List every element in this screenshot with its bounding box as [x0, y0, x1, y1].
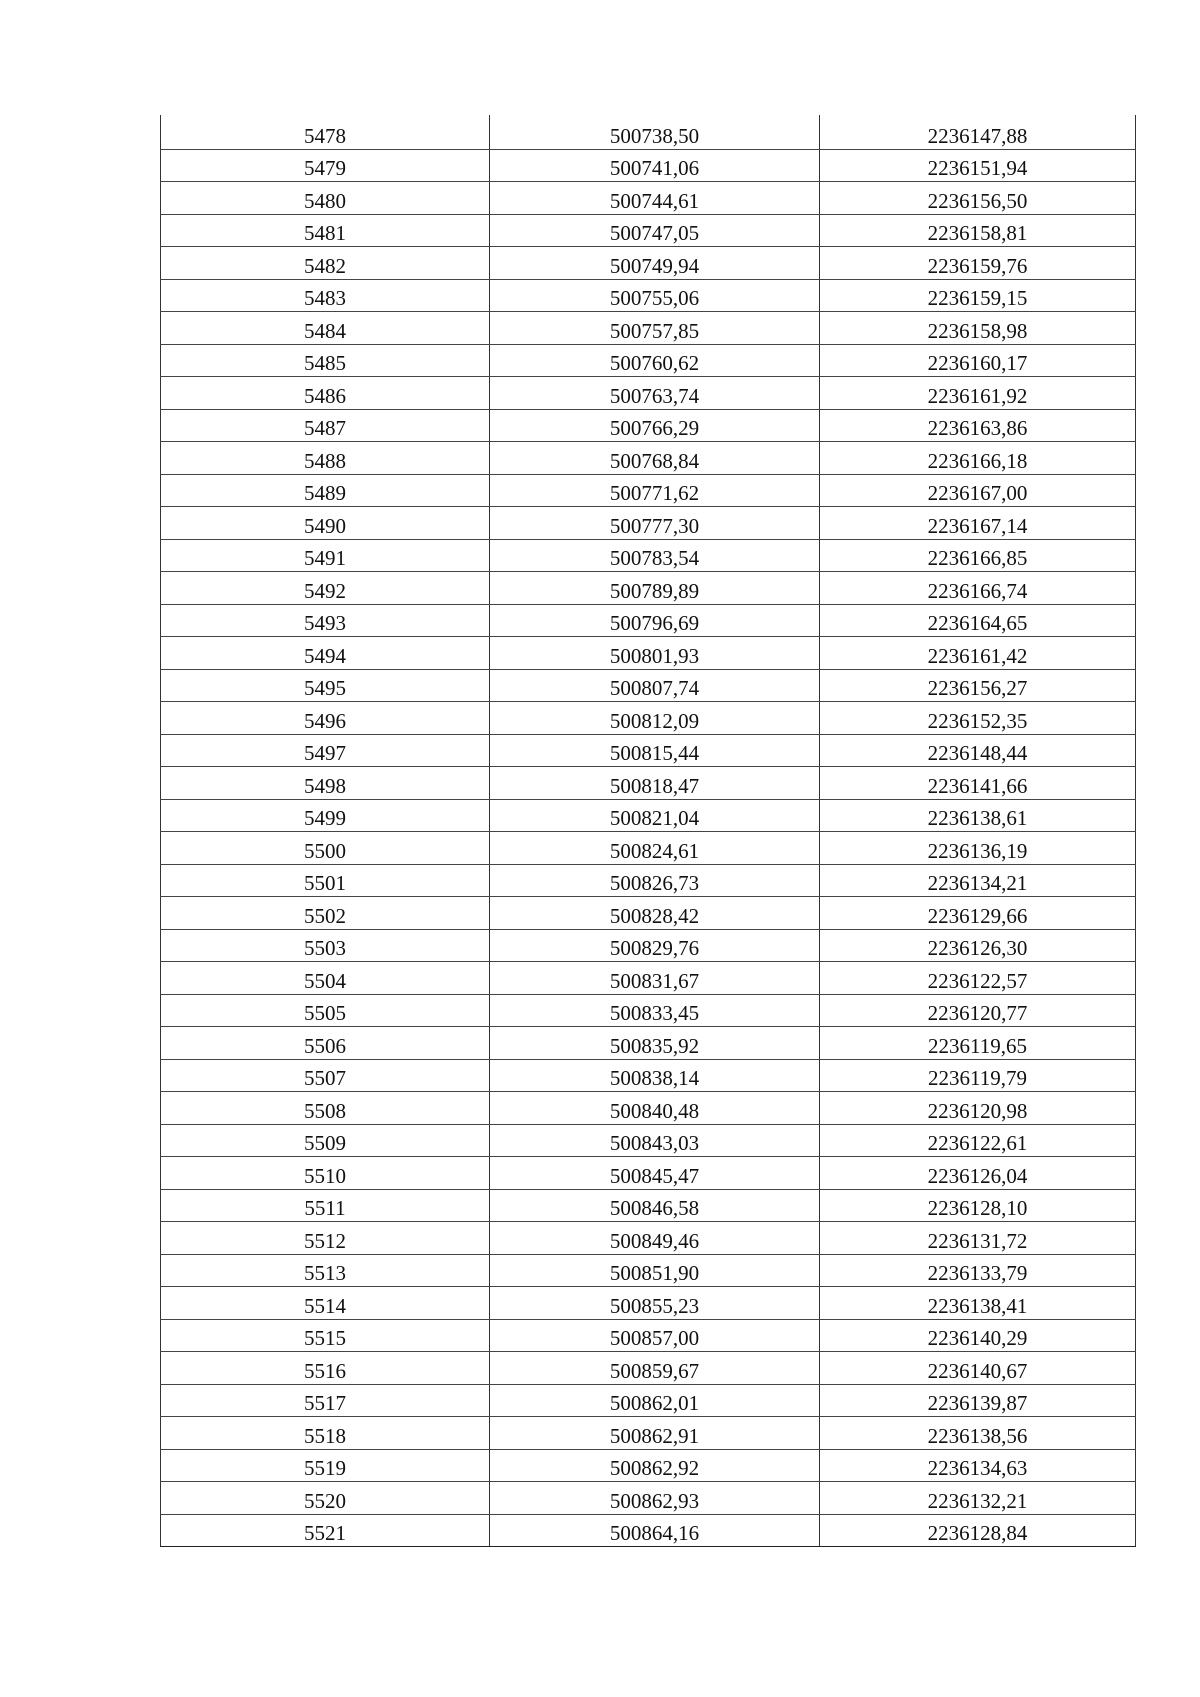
y-coordinate-cell: 2236147,88 [820, 115, 1136, 149]
table-row [161, 1254, 1136, 1287]
x-coordinate-cell: 500864,16 [490, 1514, 820, 1547]
x-coordinate-cell: 500862,93 [490, 1482, 820, 1515]
table-row [161, 572, 1136, 605]
table-row [161, 767, 1136, 800]
x-coordinate-cell: 500796,69 [490, 604, 820, 637]
point-number-cell: 5511 [161, 1189, 490, 1222]
table-row [161, 377, 1136, 410]
point-number-cell: 5493 [161, 604, 490, 637]
table-row [161, 1027, 1136, 1060]
point-number-cell: 5494 [161, 637, 490, 670]
y-coordinate-cell: 2236141,66 [820, 767, 1136, 800]
table-row [161, 149, 1136, 182]
x-coordinate-cell: 500840,48 [490, 1092, 820, 1125]
y-coordinate-cell: 2236164,65 [820, 604, 1136, 637]
y-coordinate-cell: 2236152,35 [820, 702, 1136, 735]
y-coordinate-cell: 2236140,29 [820, 1319, 1136, 1352]
table-row [161, 1319, 1136, 1352]
y-coordinate-cell: 2236119,79 [820, 1059, 1136, 1092]
table-row [161, 637, 1136, 670]
point-number-cell: 5480 [161, 182, 490, 215]
table-row [161, 507, 1136, 540]
y-coordinate-cell: 2236166,85 [820, 539, 1136, 572]
y-coordinate-cell: 2236122,61 [820, 1124, 1136, 1157]
coordinates-table [160, 115, 1136, 1547]
y-coordinate-cell: 2236151,94 [820, 149, 1136, 182]
y-coordinate-cell: 2236138,41 [820, 1287, 1136, 1320]
x-coordinate-cell: 500828,42 [490, 897, 820, 930]
x-coordinate-cell: 500845,47 [490, 1157, 820, 1190]
x-coordinate-cell: 500768,84 [490, 442, 820, 475]
y-coordinate-cell: 2236134,63 [820, 1449, 1136, 1482]
x-coordinate-cell: 500760,62 [490, 344, 820, 377]
x-coordinate-cell: 500777,30 [490, 507, 820, 540]
point-number-cell: 5490 [161, 507, 490, 540]
x-coordinate-cell: 500801,93 [490, 637, 820, 670]
table-row [161, 539, 1136, 572]
table-row [161, 344, 1136, 377]
y-coordinate-cell: 2236138,56 [820, 1417, 1136, 1450]
table-row [161, 1417, 1136, 1450]
x-coordinate-cell: 500757,85 [490, 312, 820, 345]
point-number-cell: 5521 [161, 1514, 490, 1547]
coordinates-table-body [161, 115, 1136, 1547]
table-row [161, 1157, 1136, 1190]
point-number-cell: 5505 [161, 994, 490, 1027]
point-number-cell: 5496 [161, 702, 490, 735]
table-row [161, 1189, 1136, 1222]
x-coordinate-cell: 500862,91 [490, 1417, 820, 1450]
table-row [161, 1482, 1136, 1515]
x-coordinate-cell: 500829,76 [490, 929, 820, 962]
table-row [161, 1124, 1136, 1157]
point-number-cell: 5513 [161, 1254, 490, 1287]
point-number-cell: 5481 [161, 214, 490, 247]
point-number-cell: 5492 [161, 572, 490, 605]
y-coordinate-cell: 2236120,77 [820, 994, 1136, 1027]
x-coordinate-cell: 500807,74 [490, 669, 820, 702]
y-coordinate-cell: 2236136,19 [820, 832, 1136, 865]
x-coordinate-cell: 500824,61 [490, 832, 820, 865]
x-coordinate-cell: 500857,00 [490, 1319, 820, 1352]
y-coordinate-cell: 2236159,15 [820, 279, 1136, 312]
point-number-cell: 5491 [161, 539, 490, 572]
y-coordinate-cell: 2236156,50 [820, 182, 1136, 215]
y-coordinate-cell: 2236140,67 [820, 1352, 1136, 1385]
x-coordinate-cell: 500789,89 [490, 572, 820, 605]
point-number-cell: 5500 [161, 832, 490, 865]
table-row [161, 1384, 1136, 1417]
point-number-cell: 5518 [161, 1417, 490, 1450]
x-coordinate-cell: 500826,73 [490, 864, 820, 897]
point-number-cell: 5502 [161, 897, 490, 930]
point-number-cell: 5508 [161, 1092, 490, 1125]
point-number-cell: 5489 [161, 474, 490, 507]
table-row [161, 832, 1136, 865]
table-row [161, 1092, 1136, 1125]
y-coordinate-cell: 2236160,17 [820, 344, 1136, 377]
table-row [161, 182, 1136, 215]
y-coordinate-cell: 2236148,44 [820, 734, 1136, 767]
point-number-cell: 5509 [161, 1124, 490, 1157]
point-number-cell: 5515 [161, 1319, 490, 1352]
table-row [161, 1449, 1136, 1482]
table-row [161, 734, 1136, 767]
table-row [161, 962, 1136, 995]
y-coordinate-cell: 2236167,14 [820, 507, 1136, 540]
y-coordinate-cell: 2236129,66 [820, 897, 1136, 930]
x-coordinate-cell: 500843,03 [490, 1124, 820, 1157]
point-number-cell: 5516 [161, 1352, 490, 1385]
point-number-cell: 5503 [161, 929, 490, 962]
table-row [161, 214, 1136, 247]
x-coordinate-cell: 500855,23 [490, 1287, 820, 1320]
point-number-cell: 5482 [161, 247, 490, 280]
table-row [161, 604, 1136, 637]
x-coordinate-cell: 500862,92 [490, 1449, 820, 1482]
y-coordinate-cell: 2236126,30 [820, 929, 1136, 962]
table-row [161, 279, 1136, 312]
x-coordinate-cell: 500738,50 [490, 115, 820, 149]
y-coordinate-cell: 2236158,98 [820, 312, 1136, 345]
x-coordinate-cell: 500859,67 [490, 1352, 820, 1385]
point-number-cell: 5506 [161, 1027, 490, 1060]
table-row [161, 474, 1136, 507]
point-number-cell: 5485 [161, 344, 490, 377]
x-coordinate-cell: 500818,47 [490, 767, 820, 800]
table-row [161, 115, 1136, 149]
y-coordinate-cell: 2236166,74 [820, 572, 1136, 605]
point-number-cell: 5520 [161, 1482, 490, 1515]
x-coordinate-cell: 500846,58 [490, 1189, 820, 1222]
point-number-cell: 5495 [161, 669, 490, 702]
y-coordinate-cell: 2236126,04 [820, 1157, 1136, 1190]
table-row [161, 799, 1136, 832]
y-coordinate-cell: 2236163,86 [820, 409, 1136, 442]
table-row [161, 442, 1136, 475]
table-row [161, 702, 1136, 735]
table-row [161, 897, 1136, 930]
table-row [161, 669, 1136, 702]
x-coordinate-cell: 500763,74 [490, 377, 820, 410]
x-coordinate-cell: 500862,01 [490, 1384, 820, 1417]
x-coordinate-cell: 500849,46 [490, 1222, 820, 1255]
point-number-cell: 5499 [161, 799, 490, 832]
table-row [161, 409, 1136, 442]
point-number-cell: 5514 [161, 1287, 490, 1320]
x-coordinate-cell: 500835,92 [490, 1027, 820, 1060]
x-coordinate-cell: 500821,04 [490, 799, 820, 832]
table-row [161, 929, 1136, 962]
y-coordinate-cell: 2236120,98 [820, 1092, 1136, 1125]
y-coordinate-cell: 2236131,72 [820, 1222, 1136, 1255]
x-coordinate-cell: 500744,61 [490, 182, 820, 215]
point-number-cell: 5484 [161, 312, 490, 345]
y-coordinate-cell: 2236128,84 [820, 1514, 1136, 1547]
point-number-cell: 5519 [161, 1449, 490, 1482]
x-coordinate-cell: 500833,45 [490, 994, 820, 1027]
y-coordinate-cell: 2236133,79 [820, 1254, 1136, 1287]
table-row [161, 1287, 1136, 1320]
point-number-cell: 5517 [161, 1384, 490, 1417]
x-coordinate-cell: 500747,05 [490, 214, 820, 247]
x-coordinate-cell: 500755,06 [490, 279, 820, 312]
point-number-cell: 5501 [161, 864, 490, 897]
x-coordinate-cell: 500783,54 [490, 539, 820, 572]
table-row [161, 312, 1136, 345]
x-coordinate-cell: 500749,94 [490, 247, 820, 280]
x-coordinate-cell: 500815,44 [490, 734, 820, 767]
y-coordinate-cell: 2236139,87 [820, 1384, 1136, 1417]
point-number-cell: 5497 [161, 734, 490, 767]
table-row [161, 1514, 1136, 1547]
y-coordinate-cell: 2236138,61 [820, 799, 1136, 832]
table-row [161, 247, 1136, 280]
y-coordinate-cell: 2236166,18 [820, 442, 1136, 475]
x-coordinate-cell: 500812,09 [490, 702, 820, 735]
point-number-cell: 5507 [161, 1059, 490, 1092]
point-number-cell: 5512 [161, 1222, 490, 1255]
point-number-cell: 5510 [161, 1157, 490, 1190]
x-coordinate-cell: 500831,67 [490, 962, 820, 995]
x-coordinate-cell: 500838,14 [490, 1059, 820, 1092]
x-coordinate-cell: 500741,06 [490, 149, 820, 182]
point-number-cell: 5486 [161, 377, 490, 410]
point-number-cell: 5498 [161, 767, 490, 800]
y-coordinate-cell: 2236128,10 [820, 1189, 1136, 1222]
y-coordinate-cell: 2236167,00 [820, 474, 1136, 507]
y-coordinate-cell: 2236158,81 [820, 214, 1136, 247]
point-number-cell: 5479 [161, 149, 490, 182]
x-coordinate-cell: 500771,62 [490, 474, 820, 507]
y-coordinate-cell: 2236159,76 [820, 247, 1136, 280]
point-number-cell: 5488 [161, 442, 490, 475]
x-coordinate-cell: 500851,90 [490, 1254, 820, 1287]
point-number-cell: 5504 [161, 962, 490, 995]
y-coordinate-cell: 2236161,92 [820, 377, 1136, 410]
y-coordinate-cell: 2236119,65 [820, 1027, 1136, 1060]
y-coordinate-cell: 2236132,21 [820, 1482, 1136, 1515]
table-row [161, 1222, 1136, 1255]
table-row [161, 864, 1136, 897]
point-number-cell: 5478 [161, 115, 490, 149]
table-row [161, 1059, 1136, 1092]
y-coordinate-cell: 2236122,57 [820, 962, 1136, 995]
table-row [161, 1352, 1136, 1385]
point-number-cell: 5483 [161, 279, 490, 312]
x-coordinate-cell: 500766,29 [490, 409, 820, 442]
y-coordinate-cell: 2236134,21 [820, 864, 1136, 897]
table-row [161, 994, 1136, 1027]
point-number-cell: 5487 [161, 409, 490, 442]
y-coordinate-cell: 2236156,27 [820, 669, 1136, 702]
y-coordinate-cell: 2236161,42 [820, 637, 1136, 670]
